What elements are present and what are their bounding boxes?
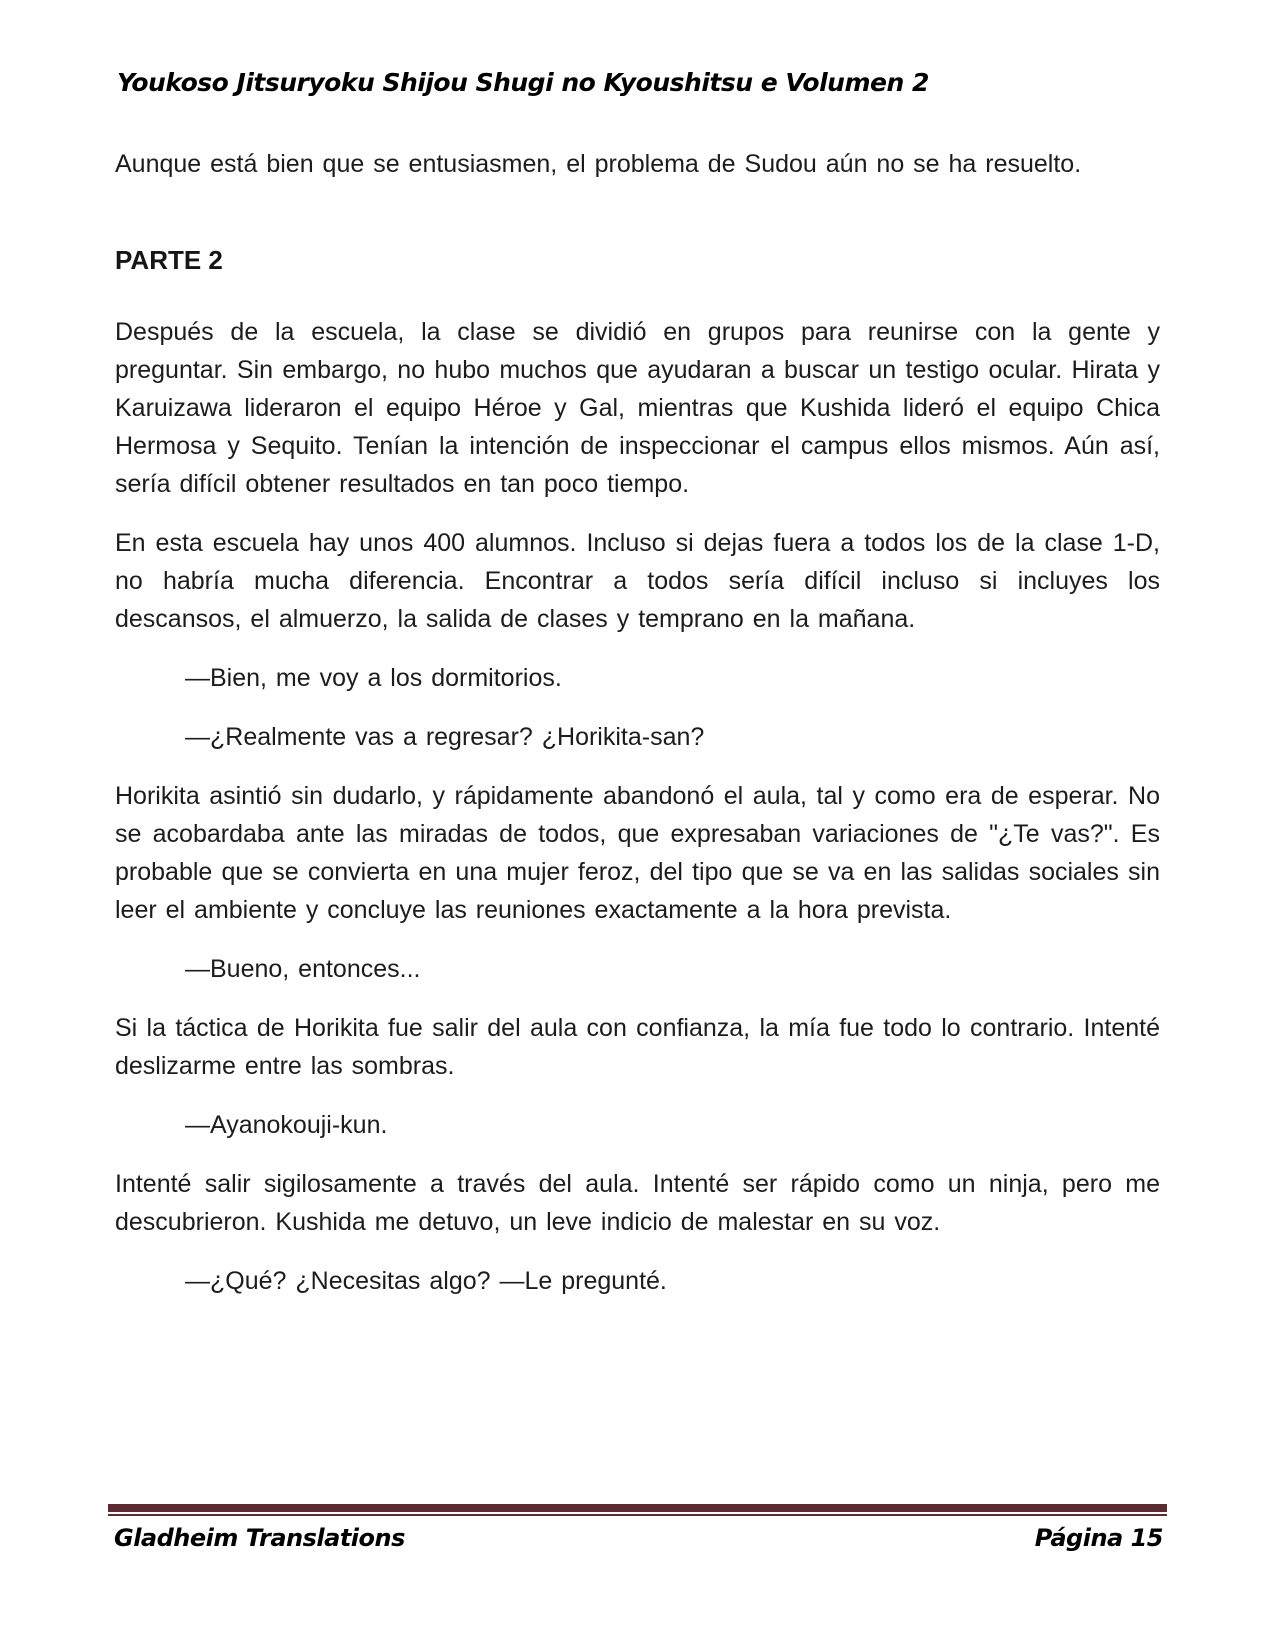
- footer-rule-thick-bar: [108, 1504, 1167, 1512]
- dialogue-need-something: —¿Qué? ¿Necesitas algo? —Le pregunté.: [185, 1267, 667, 1295]
- paragraph-after-school: Después de la escuela, la clase se dividió en grupos para reunirse con la gente y preguntar. Sin embargo, no hubo muchos que ayudaran a buscar un testigo ocular. Hirata y Karuizawa lideraron el equipo Héroe y Gal, mientras que Kushida lideró el equipo Chica Hermosa y Sequito. Tenían la intención de inspeccionar el campus ellos mismos. Aún así, sería difícil obtener resultados en tan poco tiempo.: [115, 318, 1160, 498]
- footer-text-row: [108, 1523, 1167, 1553]
- footer-rule: [108, 1504, 1167, 1516]
- dialogue-really-leaving: —¿Realmente vas a regresar? ¿Horikita-san?: [185, 723, 705, 751]
- document-footer: [108, 1504, 1167, 1553]
- document-body: [115, 145, 1160, 1300]
- footer-translator-credit: Gladheim Translations: [114, 1524, 405, 1552]
- dialogue-ayanokouji-kun: —Ayanokouji-kun.: [185, 1111, 388, 1139]
- header-title: Youkoso Jitsuryoku Shijou Shugi no Kyoushitsu e Volumen 2: [117, 68, 929, 97]
- footer-page-number: Página 15: [1034, 1524, 1163, 1552]
- footer-rule-thin-line: [108, 1514, 1167, 1516]
- dialogue-going-to-dorms: —Bien, me voy a los dormitorios.: [185, 664, 562, 692]
- document-header: [0, 0, 1275, 100]
- paragraph-intro: Aunque está bien que se entusiasmen, el problema de Sudou aún no se ha resuelto.: [115, 150, 1082, 178]
- paragraph-horikita-leaves: Horikita asintió sin dudarlo, y rápidamente abandonó el aula, tal y como era de esperar. No se acobardaba ante las miradas de todos, que expresaban variaciones de "¿Te vas?". Es probable que se convierta en una mujer feroz, del tipo que se va en las salidas sociales sin leer el ambiente y concluye las reuniones exactamente a la hora prevista.: [115, 782, 1160, 924]
- dialogue-well-then: —Bueno, entonces...: [185, 955, 421, 983]
- paragraph-school-size: En esta escuela hay unos 400 alumnos. Incluso si dejas fuera a todos los de la clase 1-D, no habría mucha diferencia. Encontrar a todos sería difícil incluso si incluyes los descansos, el almuerzo, la salida de clases y temprano en la mañana.: [115, 529, 1160, 633]
- paragraph-my-tactic: Si la táctica de Horikita fue salir del aula con confianza, la mía fue todo lo contrario. Intenté deslizarme entre las sombras.: [115, 1014, 1160, 1080]
- section-heading-parte-2: PARTE 2: [115, 245, 223, 275]
- paragraph-ninja-escape: Intenté salir sigilosamente a través del aula. Intenté ser rápido como un ninja, pero me descubrieron. Kushida me detuvo, un leve indicio de malestar en su voz.: [115, 1170, 1160, 1236]
